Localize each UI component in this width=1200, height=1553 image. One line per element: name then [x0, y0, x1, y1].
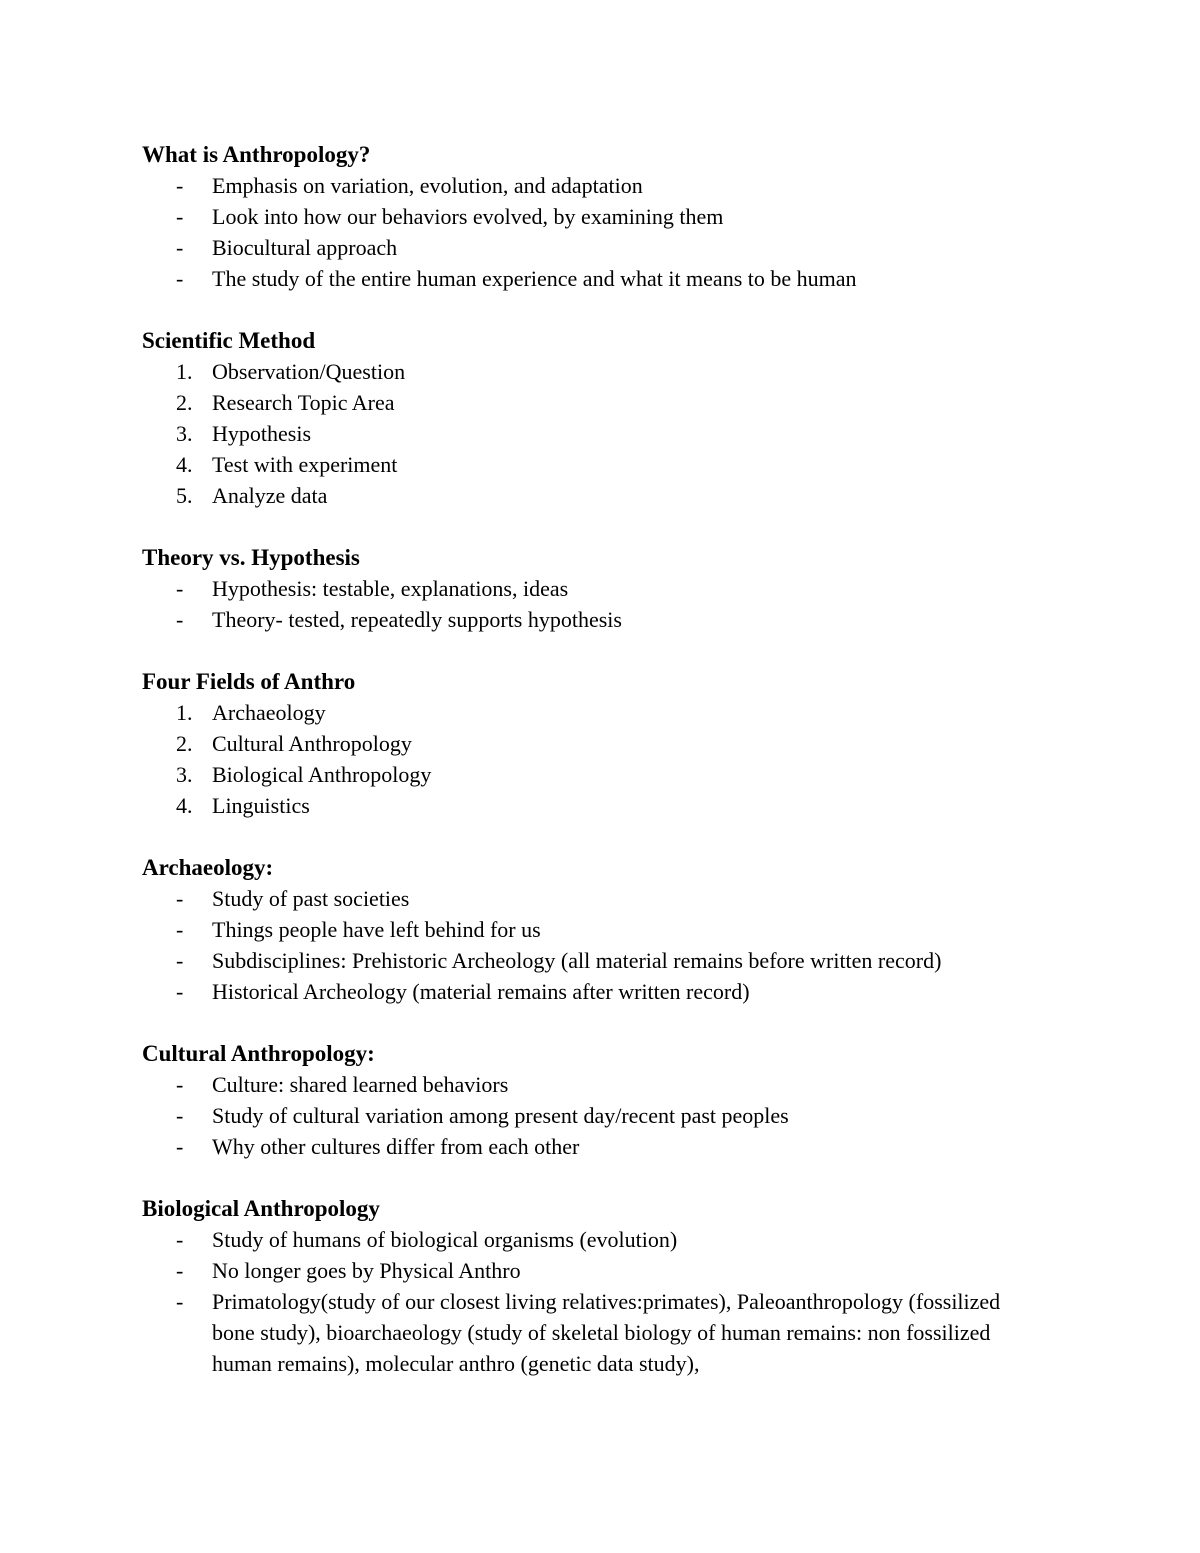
section: [142, 852, 1042, 1007]
list-item: [142, 1255, 1042, 1286]
section: [142, 325, 1042, 511]
list-dash: -: [176, 1103, 184, 1128]
list-item-text: Theory- tested, repeatedly supports hypothesis: [212, 607, 622, 632]
section: [142, 139, 1042, 294]
section-heading: Scientific Method: [142, 328, 316, 353]
list-item-text: Study of humans of biological organisms (evolution): [212, 1227, 678, 1252]
list-item: [142, 387, 1042, 418]
section-heading: What is Anthropology?: [142, 142, 371, 167]
section-heading: Theory vs. Hypothesis: [142, 545, 360, 570]
list-item-text: Biocultural approach: [212, 235, 398, 260]
list-item: [142, 480, 1042, 511]
list-number: 5.: [176, 483, 193, 508]
list-item: [142, 1131, 1042, 1162]
list-item-text: Things people have left behind for us: [212, 917, 541, 942]
list-item: [142, 449, 1042, 480]
list-item-text: Hypothesis: [212, 421, 311, 446]
list-number: 4.: [176, 793, 193, 818]
list-item: [142, 1224, 1042, 1255]
section: [142, 1038, 1042, 1162]
list-dash: -: [176, 1289, 184, 1314]
list-item-text: Culture: shared learned behaviors: [212, 1072, 509, 1097]
list-number: 1.: [176, 359, 193, 384]
section-heading: Archaeology:: [142, 855, 274, 880]
list-dash: -: [176, 948, 184, 973]
list-number: 3.: [176, 421, 193, 446]
list-dash: -: [176, 1072, 184, 1097]
list-item-text: Research Topic Area: [212, 390, 395, 415]
list-item-text: Look into how our behaviors evolved, by examining them: [212, 204, 724, 229]
list-item-text: Biological Anthropology: [212, 762, 432, 787]
list-item-text: Emphasis on variation, evolution, and adaptation: [212, 173, 643, 198]
list-dash: -: [176, 607, 184, 632]
list-item-text: No longer goes by Physical Anthro: [212, 1258, 521, 1283]
list-number: 4.: [176, 452, 193, 477]
list-item: [142, 790, 1042, 821]
list-item: [142, 728, 1042, 759]
list-item: [142, 356, 1042, 387]
list-item: [142, 914, 1042, 945]
list-number: 2.: [176, 731, 193, 756]
list-dash: -: [176, 1227, 184, 1252]
section: [142, 666, 1042, 821]
section: [142, 542, 1042, 635]
list-item: [142, 418, 1042, 449]
section-heading: Biological Anthropology: [142, 1196, 380, 1221]
list-dash: -: [176, 173, 184, 198]
list-item-text: Test with experiment: [212, 452, 398, 477]
list-item-text: Linguistics: [212, 793, 310, 818]
list-item-text: Analyze data: [212, 483, 328, 508]
list-item: [142, 883, 1042, 914]
list-item-text: Study of past societies: [212, 886, 410, 911]
list-number: 2.: [176, 390, 193, 415]
list-dash: -: [176, 917, 184, 942]
list-item: [142, 573, 1042, 604]
list-item: [142, 263, 1042, 294]
list-item-text: Primatology(study of our closest living relatives:primates), Paleoanthropology (fossilized bone study), bioarchaeology (study of skeletal biology of human remains: non fossilized human remains), molecular anthro (genetic data study),: [212, 1289, 1001, 1376]
list-dash: -: [176, 1258, 184, 1283]
list-item: [142, 1069, 1042, 1100]
list-item: [142, 976, 1042, 1007]
list-dash: -: [176, 235, 184, 260]
list-item-text: The study of the entire human experience and what it means to be human: [212, 266, 857, 291]
list-item: [142, 170, 1042, 201]
list-item: [142, 201, 1042, 232]
list-item: [142, 604, 1042, 635]
section-heading: Four Fields of Anthro: [142, 669, 356, 694]
list-item-text: Why other cultures differ from each other: [212, 1134, 580, 1159]
list-item-text: Study of cultural variation among present day/recent past peoples: [212, 1103, 789, 1128]
list-dash: -: [176, 979, 184, 1004]
list-number: 3.: [176, 762, 193, 787]
list-item-text: Cultural Anthropology: [212, 731, 412, 756]
list-item: [142, 945, 1042, 976]
list-item: [142, 1286, 1042, 1379]
list-item-text: Hypothesis: testable, explanations, ideas: [212, 576, 569, 601]
list-dash: -: [176, 1134, 184, 1159]
list-number: 1.: [176, 700, 193, 725]
list-item-text: Historical Archeology (material remains after written record): [212, 979, 750, 1004]
list-item-text: Observation/Question: [212, 359, 406, 384]
list-item: [142, 232, 1042, 263]
list-item-text: Archaeology: [212, 700, 326, 725]
section-heading: Cultural Anthropology:: [142, 1041, 375, 1066]
list-item: [142, 1100, 1042, 1131]
list-dash: -: [176, 204, 184, 229]
list-item: [142, 759, 1042, 790]
list-dash: -: [176, 266, 184, 291]
list-item-text: Subdisciplines: Prehistoric Archeology (all material remains before written record): [212, 948, 942, 973]
list-dash: -: [176, 886, 184, 911]
list-dash: -: [176, 576, 184, 601]
document-body: [142, 139, 1042, 1410]
list-item: [142, 697, 1042, 728]
section: [142, 1193, 1042, 1379]
